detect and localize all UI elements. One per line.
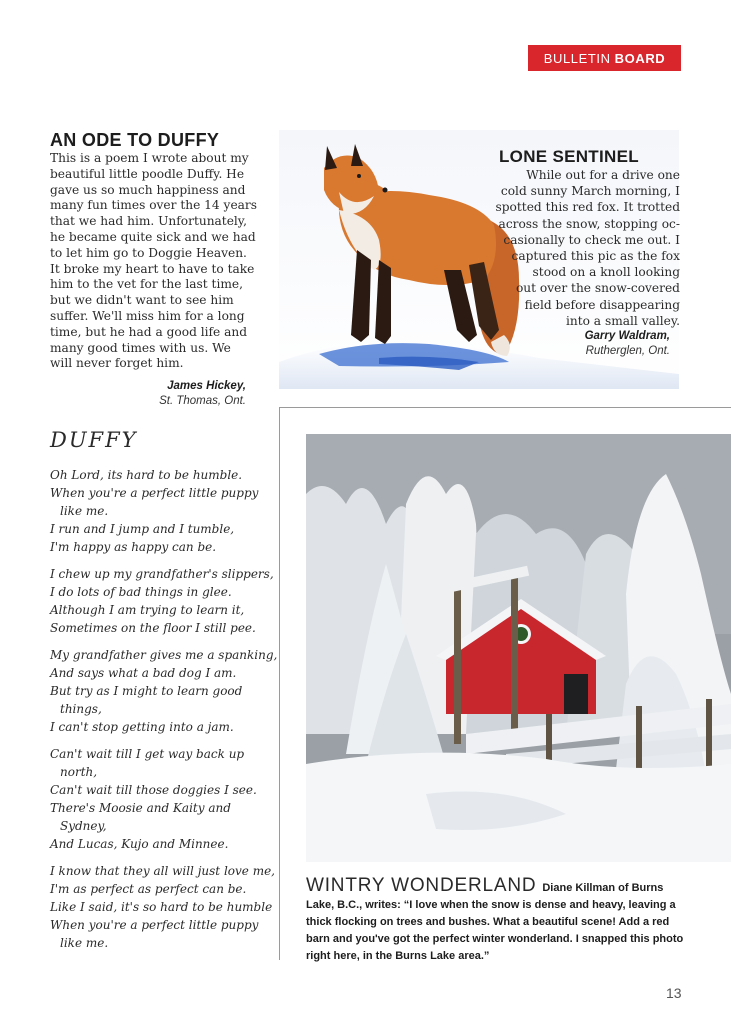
poem-line: Like I said, it's so hard to be humble — [50, 900, 273, 914]
ode-byline — [50, 379, 246, 409]
ode-line: gave us so much happiness and — [50, 182, 246, 197]
ode-line: beautiful little poodle Duffy. He — [50, 166, 245, 181]
ode-line: that we had him. Unfortunately, — [50, 214, 247, 229]
poem-line: Although I am trying to learn it, — [50, 603, 245, 617]
poem-line: Can't wait till I get way back up north, — [50, 747, 245, 779]
sentinel-line: spotted this red fox. It trotted — [495, 200, 680, 215]
poem-line: Sometimes on the floor I still pee. — [50, 621, 256, 635]
poem-line: But try as I might to learn good things, — [50, 684, 243, 716]
sentinel-author: Garry Waldram, — [584, 330, 670, 342]
ode-line: many good times with us. We — [50, 340, 231, 355]
ode-place: St. Thomas, Ont. — [159, 395, 246, 407]
page-number: 13 — [666, 985, 682, 1001]
poem-line: I do lots of bad things in glee. — [50, 585, 232, 599]
poem-stanza — [50, 466, 278, 556]
sentinel-line: casionally to check me out. I — [503, 232, 680, 247]
poem-line: I can't stop getting into a jam. — [50, 720, 234, 734]
poem-line: And says what a bad dog I am. — [50, 666, 237, 680]
poem-line: And Lucas, Kujo and Minnee. — [50, 837, 229, 851]
sentinel-place: Rutherglen, Ont. — [585, 345, 670, 357]
poem-line: When you're a perfect little puppy like me. — [50, 486, 259, 518]
poem-line: I chew up my grandfather's slippers, — [50, 567, 274, 581]
poem-line: Oh Lord, its hard to be humble. — [50, 468, 243, 482]
ode-title: AN ODE TO DUFFY — [50, 130, 220, 150]
poem-title: DUFFY — [50, 428, 138, 452]
wintry-title: WINTRY WONDERLAND — [306, 875, 537, 896]
poem-stanza — [50, 862, 278, 952]
poem-line: When you're a perfect little puppy like me. — [50, 918, 259, 950]
ode-line: him to the vet for the last time, — [50, 277, 244, 292]
wintry-caption — [306, 877, 686, 965]
sentinel-line: cold sunny March morning, I — [500, 184, 680, 199]
poem-line: My grandfather gives me a spanking, — [50, 648, 278, 662]
winter-barn-photo — [306, 434, 731, 862]
poem-line: There's Moosie and Kaity and Sydney, — [50, 801, 231, 833]
lone-sentinel-title: LONE SENTINEL — [499, 147, 639, 166]
sentinel-line: While out for a drive one — [526, 168, 680, 182]
poem-line: I'm as perfect as perfect can be. — [50, 882, 247, 896]
section-tag — [528, 45, 681, 71]
sentinel-line: out over the snow-covered — [515, 281, 680, 296]
lone-sentinel-body — [470, 167, 680, 329]
section-tag-bold: BOARD — [614, 50, 666, 66]
poem-stanza — [50, 745, 278, 853]
poem-line: Can't wait till those doggies I see. — [50, 783, 257, 797]
sentinel-line: field before disappearing — [524, 297, 680, 312]
poem-line: I run and I jump and I tumble, — [50, 522, 235, 536]
ode-line: It broke my heart to have to take — [50, 261, 255, 276]
ode-line: many fun times over the 14 years — [50, 198, 258, 213]
ode-line: to let him go to Doggie Heaven. — [50, 245, 247, 260]
sentinel-byline — [470, 329, 670, 359]
ode-line: suffer. We'll miss him for a long — [50, 308, 245, 323]
ode-line: he became quite sick and we had — [50, 229, 256, 244]
poem-stanza — [50, 646, 278, 736]
poem-stanza — [50, 565, 278, 637]
section-tag-light: BULLETIN — [543, 50, 611, 66]
ode-line: will never forget him. — [50, 356, 184, 371]
ode-author: James Hickey, — [167, 380, 246, 392]
poem-line: I'm happy as happy can be. — [50, 540, 217, 554]
sentinel-line: captured this pic as the fox — [511, 249, 680, 264]
ode-line: but we didn't want to see him — [50, 293, 234, 308]
ode-line: time, but he had a good life and — [50, 324, 248, 339]
column-divider — [279, 407, 280, 960]
ode-body — [50, 151, 280, 372]
ode-line: This is a poem I wrote about my — [50, 151, 249, 165]
sentinel-line: across the snow, stopping oc- — [498, 216, 680, 231]
wintry-text: Diane Killman of Burns Lake, B.C., writes: “I love when the snow is dense and heavy, leaving a thick flocking on trees and bushes. What a beautiful scene! Add a red barn and you've got the perfect winter wonderland. I snapped this photo right here, in the Burns Lake area.” — [306, 882, 684, 962]
sentinel-line: into a small valley. — [565, 313, 680, 328]
poem-line: I know that they all will just love me, — [50, 864, 275, 878]
row-divider — [279, 407, 731, 408]
sentinel-line: stood on a knoll looking — [532, 265, 680, 280]
poem-body — [50, 466, 278, 961]
